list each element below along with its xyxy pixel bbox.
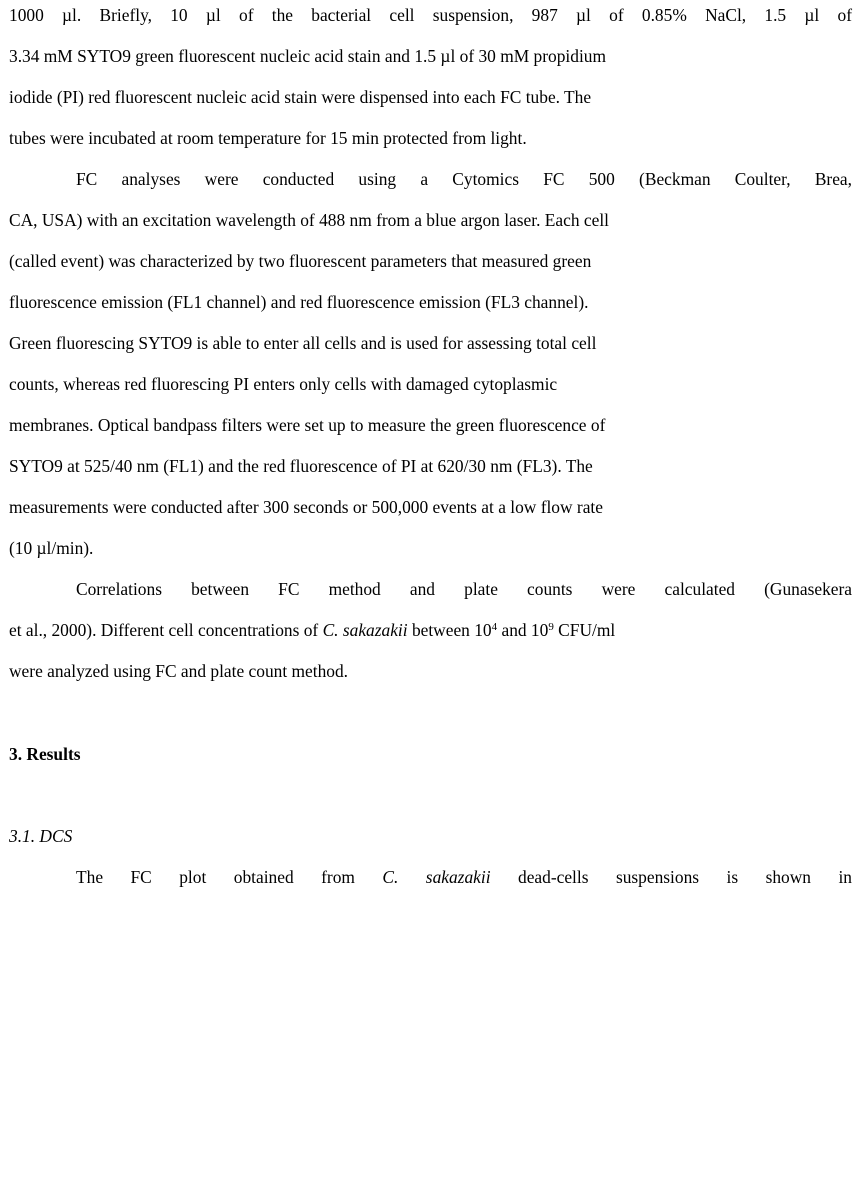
paragraph-4-line-1 <box>76 866 852 888</box>
paragraph-3-text: and 10 <box>497 620 549 640</box>
paragraph-2-line-3: (called event) was characterized by two fluorescent parameters that measured green <box>9 251 592 271</box>
paragraph-3-line-3: were analyzed using FC and plate count method. <box>9 661 349 681</box>
subsection-heading: 3.1. DCS <box>9 826 73 846</box>
paragraph-2-line-1: FC analyses were conducted using a Cytomics FC 500 (Beckman Coulter, Brea, <box>76 169 852 189</box>
paragraph-1-line-2: 3.34 mM SYTO9 green fluorescent nucleic acid stain and 1.5 µl of 30 mM propidium <box>9 46 607 66</box>
paragraph-2-line-9: measurements were conducted after 300 seconds or 500,000 events at a low flow rate <box>9 497 603 517</box>
paragraph-2-line-5: Green fluorescing SYTO9 is able to enter all cells and is used for assessing total cell <box>9 333 597 353</box>
paragraph-3-text: et al., 2000). Different cell concentrations of <box>9 620 323 640</box>
section-heading: 3. Results <box>9 744 81 764</box>
superscript-exponent: 9 <box>548 621 554 633</box>
superscript-exponent: 4 <box>491 621 498 633</box>
paragraph-4-text: dead-cells suspensions is shown in <box>490 867 852 887</box>
paragraph-3-line-2 <box>9 619 615 641</box>
paragraph-3-text: between 10 <box>407 620 492 640</box>
paragraph-2-line-7: membranes. Optical bandpass filters were set up to measure the green fluorescence of <box>9 415 606 435</box>
paragraph-2-line-2: CA, USA) with an excitation wavelength of 488 nm from a blue argon laser. Each cell <box>9 210 609 230</box>
paragraph-2-line-8: SYTO9 at 525/40 nm (FL1) and the red fluorescence of PI at 620/30 nm (FL3). The <box>9 456 593 476</box>
paragraph-3-line-1: Correlations between FC method and plate counts were calculated (Gunasekera <box>76 579 852 599</box>
paragraph-1-line-1: 1000 µl. Briefly, 10 µl of the bacterial cell suspension, 987 µl of 0.85% NaCl, 1.5 µl of <box>9 5 852 25</box>
paragraph-4-text: The FC plot obtained from <box>76 867 383 887</box>
paragraph-1-line-4: tubes were incubated at room temperature for 15 min protected from light. <box>9 128 527 148</box>
paragraph-2-line-4: fluorescence emission (FL1 channel) and red fluorescence emission (FL3 channel). <box>9 292 589 312</box>
paragraph-1-line-3: iodide (PI) red fluorescent nucleic acid stain were dispensed into each FC tube. The <box>9 87 592 107</box>
paragraph-2-line-6: counts, whereas red fluorescing PI enters only cells with damaged cytoplasmic <box>9 374 558 394</box>
paragraph-2-line-10: (10 µl/min). <box>9 538 94 558</box>
species-name: C. sakazakii <box>382 867 491 887</box>
paragraph-3-text: CFU/ml <box>553 620 616 640</box>
species-name: C. sakazakii <box>322 620 408 640</box>
